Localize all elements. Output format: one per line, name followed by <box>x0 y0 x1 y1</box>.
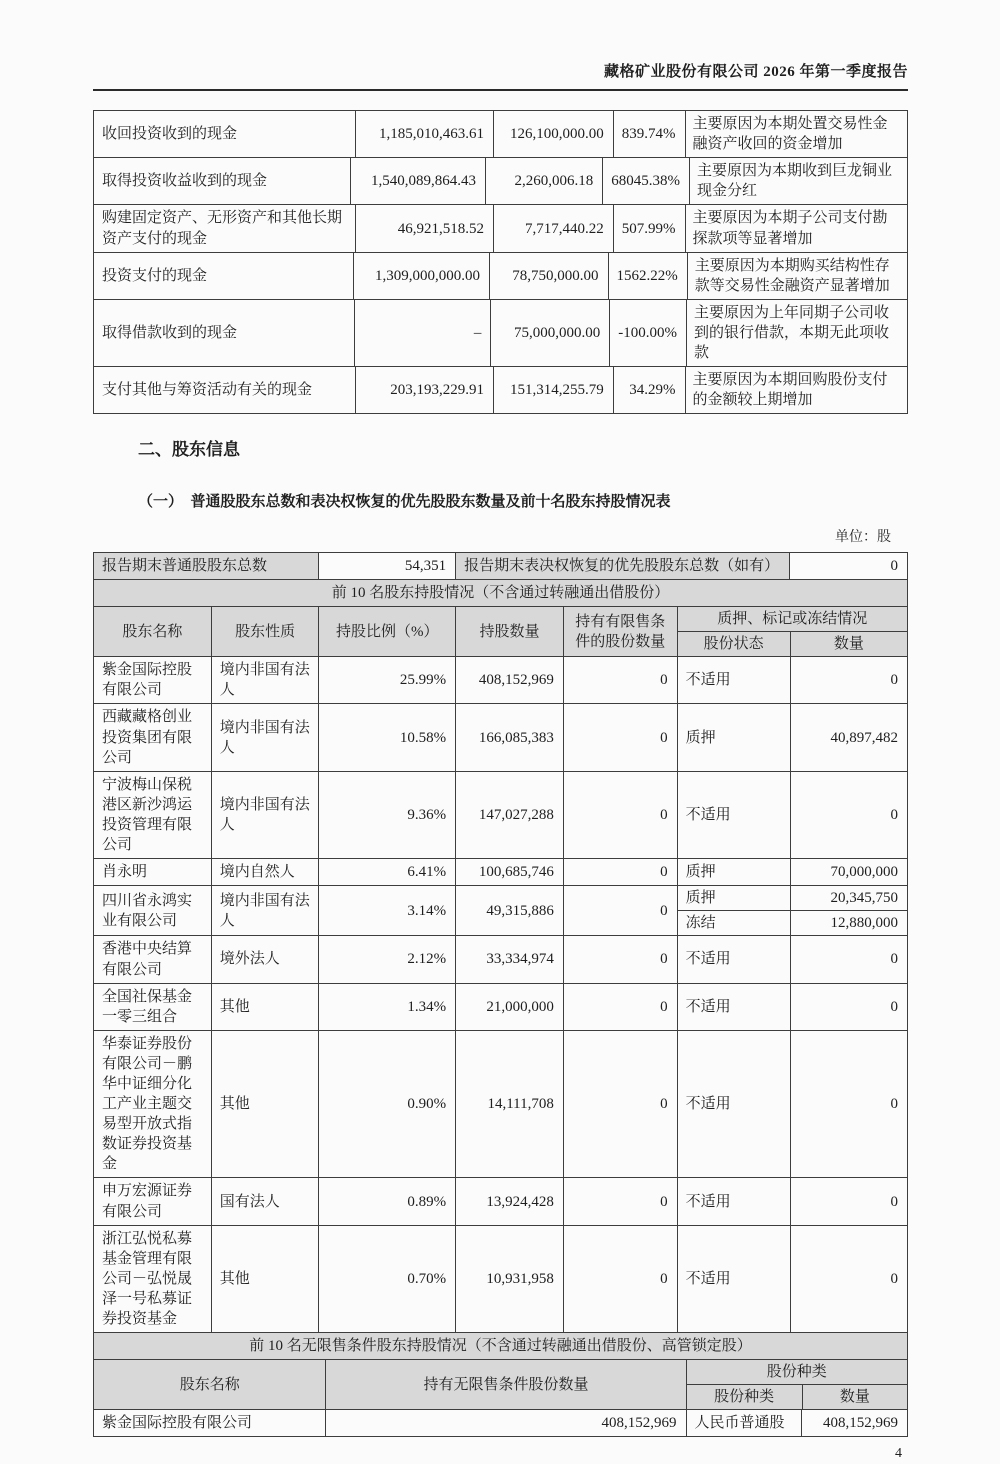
header-restricted-shares: 持有有限售条件的股份数量 <box>563 607 677 656</box>
cash-flow-current-amount: – <box>354 300 491 366</box>
cash-flow-change-percent: 68045.38% <box>602 158 689 204</box>
holding-ratio: 2.12% <box>318 936 455 982</box>
header-rule <box>93 89 908 91</box>
shareholder-row <box>94 1177 907 1224</box>
unrestricted-rows <box>94 1409 907 1436</box>
cash-flow-change-reason: 主要原因为本期购买结构性存款等交易性金融资产显著增加 <box>687 253 907 299</box>
shareholder-row <box>94 858 907 885</box>
shares-held: 10,931,958 <box>455 1226 563 1332</box>
restricted-shares: 0 <box>563 1178 677 1224</box>
pledge-status-cell <box>677 984 907 1030</box>
pledge-status: 质押 <box>685 864 716 881</box>
shareholder-nature: 境内非国有法人 <box>211 657 319 703</box>
restricted-shares: 0 <box>563 657 677 703</box>
pledge-status-cell <box>677 772 907 858</box>
cash-flow-prior-amount: 126,100,000.00 <box>493 111 613 157</box>
pledge-quantity: 0 <box>790 984 907 1030</box>
cash-flow-item-label: 投资支付的现金 <box>102 267 208 284</box>
restricted-shares: 0 <box>563 1226 677 1332</box>
pledge-status-cell <box>677 886 907 935</box>
cash-flow-current-amount: 1,185,010,463.61 <box>355 111 493 157</box>
pledge-quantity: 70,000,000 <box>790 859 907 885</box>
pledge-status: 不适用 <box>685 806 731 823</box>
report-header-title: 藏格矿业股份有限公司 2026 年第一季度报告 <box>603 64 908 80</box>
holding-ratio: 6.41% <box>318 859 455 885</box>
header-unrestricted-shareholder-name: 股东名称 <box>179 1376 240 1393</box>
shares-held: 408,152,969 <box>455 657 563 703</box>
shares-held: 21,000,000 <box>455 984 563 1030</box>
preferred-shareholder-total-value: 0 <box>789 553 907 579</box>
pledge-status-cell <box>677 704 907 770</box>
header-share-type: 股份种类 <box>714 1389 775 1406</box>
cash-flow-prior-amount: 2,260,006.18 <box>485 158 602 204</box>
page-number: 4 <box>895 1446 902 1462</box>
share-type-qty: 408,152,969 <box>801 1410 907 1436</box>
pledge-status: 不适用 <box>685 1270 731 1287</box>
pledge-quantity: 20,345,750 <box>790 886 907 910</box>
shareholder-nature: 其他 <box>211 1031 319 1178</box>
shareholder-nature: 国有法人 <box>211 1178 319 1224</box>
shareholder-name: 四川省永鸿实业有限公司 <box>102 892 193 929</box>
pledge-status: 不适用 <box>685 951 731 968</box>
shareholder-nature: 境内非国有法人 <box>211 772 319 858</box>
header-pledge-status: 股份状态 <box>703 636 764 653</box>
cash-flow-prior-amount: 7,717,440.22 <box>493 205 613 251</box>
cash-flow-item-label: 取得投资收益收到的现金 <box>102 173 268 190</box>
cash-flow-row <box>94 299 907 366</box>
shareholder-name: 全国社保基金一零三组合 <box>102 988 193 1025</box>
unrestricted-share-qty: 408,152,969 <box>325 1410 685 1436</box>
cash-flow-change-percent: -100.00% <box>609 300 686 366</box>
shareholder-name: 浙江弘悦私募基金管理有限公司－弘悦晟泽一号私募证券投资基金 <box>102 1230 193 1328</box>
shareholder-name: 香港中央结算有限公司 <box>102 941 193 978</box>
shareholder-nature: 境内非国有法人 <box>211 886 319 935</box>
shareholder-row <box>94 703 907 770</box>
shareholder-row <box>94 771 907 858</box>
unrestricted-row <box>94 1410 907 1436</box>
cash-flow-current-amount: 1,540,089,864.43 <box>350 158 485 204</box>
header-pledge-group: 质押、标记或冻结情况 <box>677 607 907 631</box>
pledge-quantity: 12,880,000 <box>790 910 907 935</box>
restricted-shares: 0 <box>563 859 677 885</box>
pledge-status: 不适用 <box>685 672 731 689</box>
pledge-status-cell <box>677 859 907 885</box>
restricted-shares: 0 <box>563 936 677 982</box>
unrestricted-shareholder-name: 紫金国际控股有限公司 <box>102 1415 253 1432</box>
header-pledge-subrow <box>677 631 907 656</box>
pledge-status: 不适用 <box>685 1193 731 1210</box>
cash-flow-row <box>94 157 907 204</box>
pledge-status-cell <box>677 936 907 982</box>
pledge-quantity: 0 <box>790 936 907 982</box>
shareholder-nature: 其他 <box>211 984 319 1030</box>
shareholder-nature: 境外法人 <box>211 936 319 982</box>
shareholder-row <box>94 983 907 1030</box>
cash-flow-row <box>94 204 907 251</box>
shares-held: 14,111,708 <box>455 1031 563 1178</box>
shareholder-name: 肖永明 <box>102 864 148 881</box>
holding-ratio: 0.90% <box>318 1031 455 1178</box>
cash-flow-change-reason: 主要原因为本期处置交易性金融资产收回的资金增加 <box>685 111 907 157</box>
shareholder-name: 紫金国际控股有限公司 <box>102 662 193 699</box>
common-shareholder-total-value: 54,351 <box>318 553 455 579</box>
cash-flow-row <box>94 366 907 413</box>
cash-flow-current-amount: 203,193,229.91 <box>355 367 493 413</box>
holding-ratio: 0.70% <box>318 1226 455 1332</box>
shareholder-name: 宁波梅山保税港区新沙鸿运投资管理有限公司 <box>102 776 193 854</box>
unit-label: 单位：股 <box>835 530 891 546</box>
preferred-shareholder-total-label: 报告期末表决权恢复的优先股股东总数（如有） <box>455 553 789 579</box>
shareholder-nature: 境内非国有法人 <box>211 704 319 770</box>
cash-flow-current-amount: 1,309,000,000.00 <box>353 253 489 299</box>
common-shareholder-total-label: 报告期末普通股股东总数 <box>94 553 318 579</box>
report-page <box>93 0 908 1464</box>
pledge-status-cell <box>677 1226 907 1332</box>
restricted-shares: 0 <box>563 1031 677 1178</box>
holding-ratio: 10.58% <box>318 704 455 770</box>
cash-flow-change-percent: 507.99% <box>613 205 685 251</box>
cash-flow-item-label: 支付其他与筹资活动有关的现金 <box>102 382 313 399</box>
shares-held: 33,334,974 <box>455 936 563 982</box>
pledge-status-cell <box>677 1031 907 1178</box>
shareholder-summary-row <box>94 553 907 579</box>
holding-ratio: 0.89% <box>318 1178 455 1224</box>
pledge-quantity: 0 <box>790 657 907 703</box>
pledge-status: 不适用 <box>685 998 731 1015</box>
restricted-shares: 0 <box>563 886 677 935</box>
holding-ratio: 25.99% <box>318 657 455 703</box>
header-shares-held: 持股数量 <box>455 607 563 656</box>
cash-flow-prior-amount: 78,750,000.00 <box>489 253 608 299</box>
unrestricted-holdings-caption: 前 10 名无限售条件股东持股情况（不含通过转融通出借股份、高管锁定股） <box>94 1332 907 1359</box>
header-shareholder-nature: 股东性质 <box>211 607 319 656</box>
restricted-shares: 0 <box>563 704 677 770</box>
holding-ratio: 3.14% <box>318 886 455 935</box>
shares-held: 13,924,428 <box>455 1178 563 1224</box>
cash-flow-change-percent: 839.74% <box>613 111 685 157</box>
share-type: 人民币普通股 <box>686 1410 802 1436</box>
restricted-shares: 0 <box>563 984 677 1030</box>
cash-flow-item-label: 取得借款收到的现金 <box>102 324 238 341</box>
cash-flow-table <box>93 110 908 414</box>
cash-flow-current-amount: 46,921,518.52 <box>355 205 493 251</box>
restricted-shares: 0 <box>563 772 677 858</box>
shareholder-table <box>93 552 908 1438</box>
holding-ratio: 1.34% <box>318 984 455 1030</box>
cash-flow-rows <box>94 111 907 413</box>
shareholder-row <box>94 657 907 703</box>
cash-flow-item-label: 收回投资收到的现金 <box>102 126 238 143</box>
shareholder-nature: 境内自然人 <box>211 859 319 885</box>
header-share-type-qty: 数量 <box>802 1385 907 1409</box>
cash-flow-change-reason: 主要原因为本期收到巨龙铜业现金分红 <box>689 158 907 204</box>
shares-held: 49,315,886 <box>455 886 563 935</box>
shareholder-table-header <box>94 606 907 656</box>
header-share-type-subrow <box>686 1384 907 1409</box>
cash-flow-change-reason: 主要原因为本期子公司支付勘探款项等显著增加 <box>685 205 907 251</box>
header-unrestricted-share-qty: 持有无限售条件股份数量 <box>325 1360 685 1409</box>
pledge-status: 冻结 <box>678 910 790 935</box>
holding-ratio: 9.36% <box>318 772 455 858</box>
header-shareholder-name: 股东名称 <box>122 623 183 640</box>
cash-flow-row <box>94 252 907 299</box>
pledge-status-cell <box>677 1178 907 1224</box>
pledge-quantity: 0 <box>790 1031 907 1178</box>
shareholder-row <box>94 885 907 935</box>
pledge-quantity: 0 <box>790 1226 907 1332</box>
shares-held: 147,027,288 <box>455 772 563 858</box>
cash-flow-change-reason: 主要原因为上年同期子公司收到的银行借款，本期无此项收款 <box>686 300 907 366</box>
top10-holdings-caption: 前 10 名股东持股情况（不含通过转融通出借股份） <box>94 579 907 606</box>
pledge-status: 不适用 <box>685 1096 731 1113</box>
shareholder-nature: 其他 <box>211 1226 319 1332</box>
pledge-status: 质押 <box>685 890 716 907</box>
shareholder-name: 西藏藏格创业投资集团有限公司 <box>102 709 193 766</box>
header-share-type-group: 股份种类 <box>686 1360 907 1384</box>
pledge-quantity: 0 <box>790 772 907 858</box>
pledge-status-cell <box>677 657 907 703</box>
cash-flow-item-label: 购建固定资产、无形资产和其他长期资产支付的现金 <box>102 210 343 247</box>
section-heading-shareholder-info: 二、股东信息 <box>138 440 240 460</box>
cash-flow-prior-amount: 151,314,255.79 <box>493 367 613 413</box>
subsection-heading-top10-holders: （一） 普通股股东总数和表决权恢复的优先股股东数量及前十名股东持股情况表 <box>138 494 671 511</box>
cash-flow-change-percent: 34.29% <box>613 367 685 413</box>
shareholder-row <box>94 935 907 982</box>
cash-flow-change-percent: 1562.22% <box>608 253 687 299</box>
cash-flow-row <box>94 111 907 157</box>
unrestricted-table-header <box>94 1359 907 1409</box>
pledge-quantity: 40,897,482 <box>790 704 907 770</box>
shares-held: 100,685,746 <box>455 859 563 885</box>
shareholder-row <box>94 1225 907 1332</box>
shareholder-rows <box>94 656 907 1332</box>
pledge-quantity: 0 <box>790 1178 907 1224</box>
shareholder-row <box>94 1030 907 1178</box>
header-holding-ratio: 持股比例（%） <box>318 607 455 656</box>
pledge-status: 质押 <box>685 729 716 746</box>
shareholder-name: 华泰证券股份有限公司－鹏华中证细分化工产业主题交易型开放式指数证券投资基金 <box>102 1035 193 1173</box>
shareholder-name: 申万宏源证券有限公司 <box>102 1183 193 1220</box>
cash-flow-prior-amount: 75,000,000.00 <box>490 300 609 366</box>
shares-held: 166,085,383 <box>455 704 563 770</box>
header-pledge-qty: 数量 <box>790 632 907 656</box>
cash-flow-change-reason: 主要原因为本期回购股份支付的金额较上期增加 <box>685 367 907 413</box>
